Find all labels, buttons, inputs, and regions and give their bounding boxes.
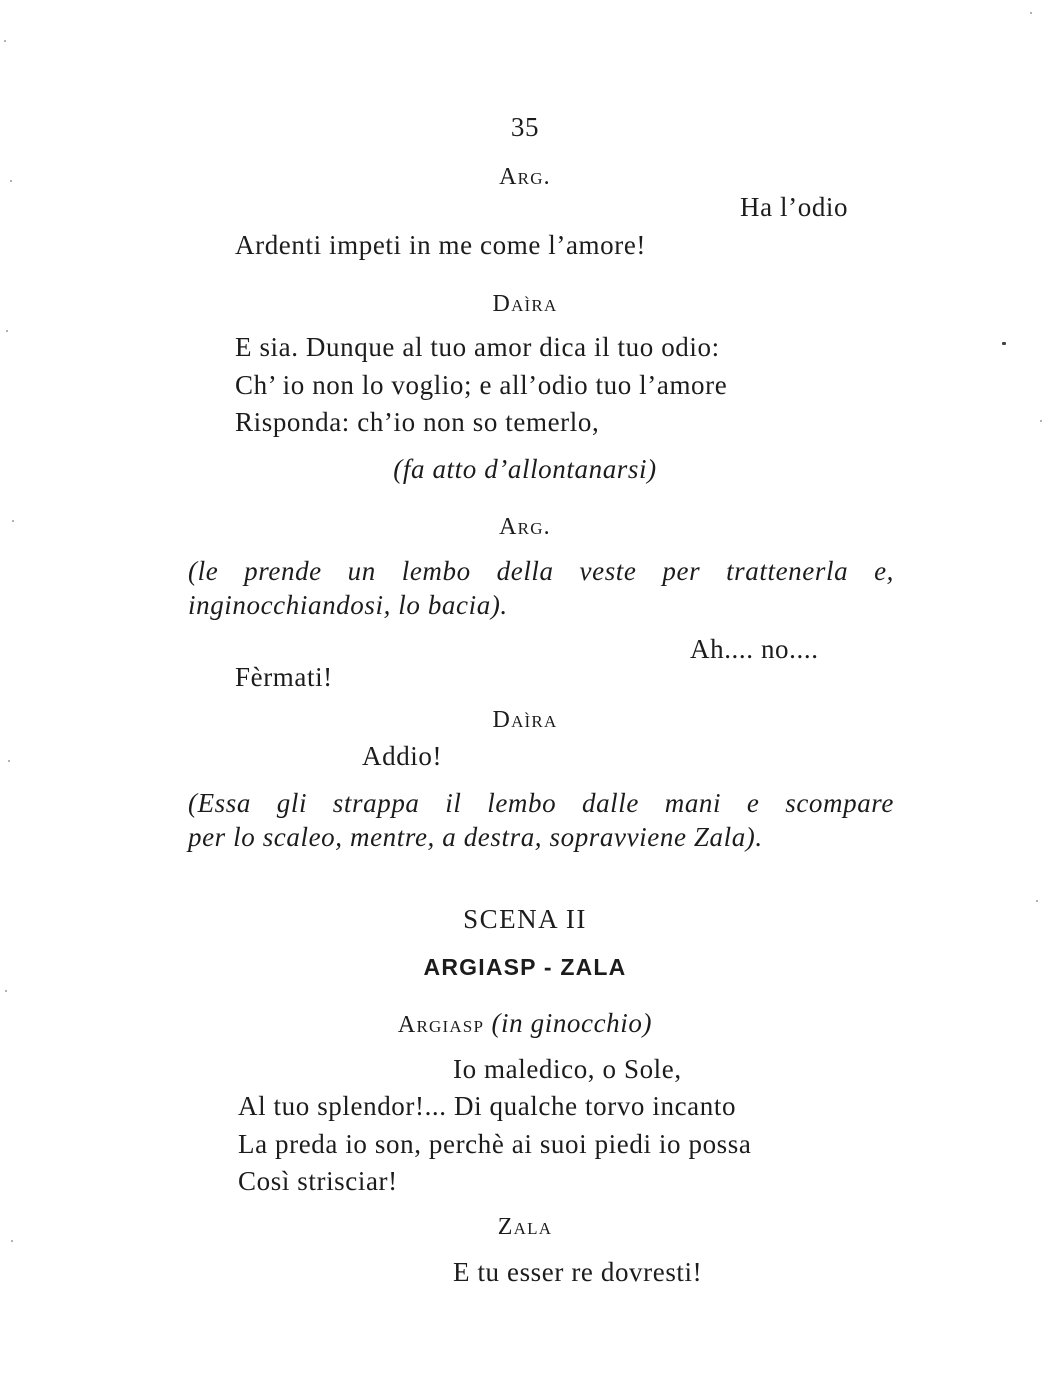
scan-speck bbox=[10, 180, 12, 182]
scan-speck bbox=[12, 520, 14, 522]
scan-speck bbox=[1002, 342, 1006, 345]
scene-title: SCENA II bbox=[463, 904, 587, 934]
scan-speck bbox=[8, 760, 10, 762]
verse-line: Ha l’odio bbox=[740, 192, 849, 222]
stage-direction: (le prende un lembo della veste per trattenerla e, bbox=[188, 556, 894, 586]
scan-speck bbox=[5, 990, 7, 992]
verse-line: Ardenti impeti in me come l’amore! bbox=[235, 230, 647, 260]
verse-line: La preda io son, perchè ai suoi piedi io possa bbox=[238, 1129, 752, 1159]
scan-speck bbox=[1030, 12, 1032, 14]
stage-direction: (Essa gli strappa il lembo dalle mani e scompare bbox=[188, 788, 894, 818]
verse-line: Fèrmati! bbox=[235, 662, 333, 692]
verse-line: Addio! bbox=[362, 741, 443, 771]
speaker-zala: Zala bbox=[497, 1214, 553, 1240]
verse-line: Io maledico, o Sole, bbox=[453, 1054, 682, 1084]
scan-speck bbox=[1040, 420, 1042, 422]
stage-direction: per lo scaleo, mentre, a destra, sopravviene Zala). bbox=[188, 822, 763, 852]
scan-speck bbox=[6, 330, 8, 332]
speaker-arg: Arg. bbox=[499, 164, 551, 190]
speaker-heading bbox=[0, 1006, 1050, 1042]
verse-line: Ah.... no.... bbox=[690, 634, 819, 664]
speaker-daira: Daìra bbox=[492, 291, 558, 317]
verse-line: Al tuo splendor!... Di qualche torvo incanto bbox=[238, 1091, 737, 1121]
verse-line: Così strisciar! bbox=[238, 1166, 398, 1196]
verse-line: Risponda: ch’io non so temerlo, bbox=[235, 407, 600, 437]
speaker-note: (in ginocchio) bbox=[491, 1008, 653, 1038]
scan-speck bbox=[4, 40, 6, 42]
speaker-argiasp: Argiasp bbox=[397, 1012, 485, 1038]
scan-speck bbox=[11, 1240, 13, 1242]
speaker-daira: Daìra bbox=[492, 707, 558, 733]
scan-speck bbox=[1036, 900, 1038, 902]
speaker-arg: Arg. bbox=[499, 514, 551, 540]
verse-line: E sia. Dunque al tuo amor dica il tuo odio: bbox=[235, 332, 720, 362]
verse-line: E tu esser re dovresti! bbox=[453, 1257, 703, 1287]
scene-characters: ARGIASP - ZALA bbox=[423, 954, 627, 980]
page-number: 35 bbox=[510, 112, 540, 142]
stage-direction: inginocchiandosi, lo bacia). bbox=[188, 590, 508, 620]
verse-line: Ch’ io non lo voglio; e all’odio tuo l’amore bbox=[235, 370, 728, 400]
stage-direction: (fa atto d’allontanarsi) bbox=[393, 454, 657, 484]
